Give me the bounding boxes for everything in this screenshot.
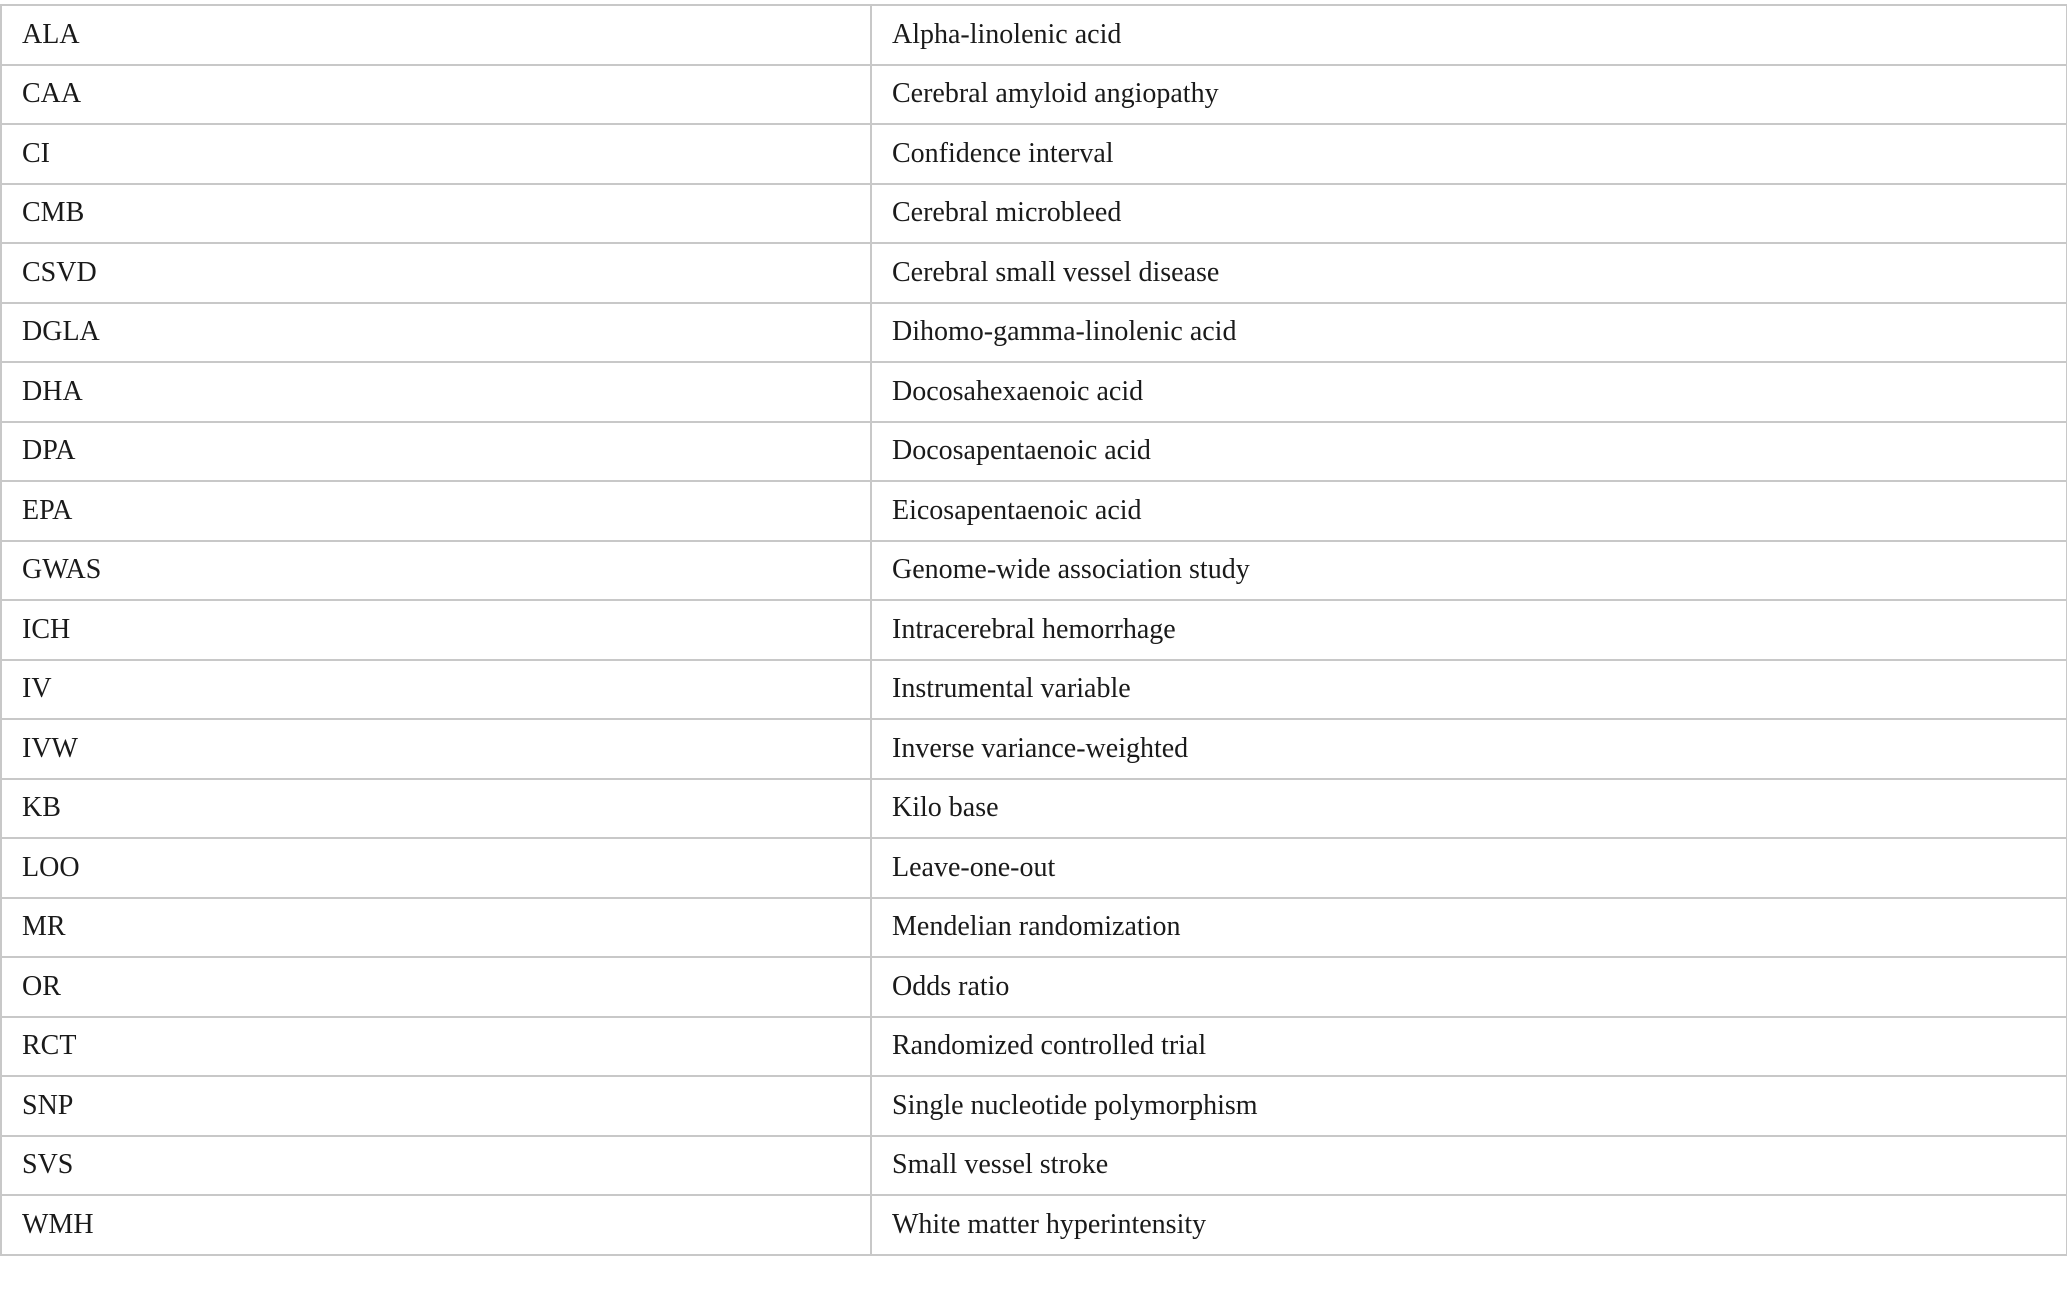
abbreviation-cell: LOO: [1, 838, 871, 898]
definition-cell: Cerebral amyloid angiopathy: [871, 65, 2067, 125]
table-row: [1, 184, 2067, 244]
table-row: [1, 362, 2067, 422]
abbreviation-cell: ICH: [1, 600, 871, 660]
abbreviation-cell: CI: [1, 124, 871, 184]
abbreviation-cell: SVS: [1, 1136, 871, 1196]
table-row: [1, 1136, 2067, 1196]
definition-cell: Odds ratio: [871, 957, 2067, 1017]
definition-cell: Intracerebral hemorrhage: [871, 600, 2067, 660]
table-row: [1, 541, 2067, 601]
definition-cell: Docosahexaenoic acid: [871, 362, 2067, 422]
table-row: [1, 481, 2067, 541]
definition-cell: Docosapentaenoic acid: [871, 422, 2067, 482]
definition-cell: Small vessel stroke: [871, 1136, 2067, 1196]
definition-cell: Leave-one-out: [871, 838, 2067, 898]
definition-cell: Kilo base: [871, 779, 2067, 839]
table-row: [1, 1076, 2067, 1136]
table-row: [1, 243, 2067, 303]
abbreviation-cell: RCT: [1, 1017, 871, 1077]
abbreviation-cell: CSVD: [1, 243, 871, 303]
abbreviation-cell: DGLA: [1, 303, 871, 363]
definition-cell: Mendelian randomization: [871, 898, 2067, 958]
abbreviation-cell: MR: [1, 898, 871, 958]
abbreviation-cell: CMB: [1, 184, 871, 244]
table-row: [1, 719, 2067, 779]
definition-cell: Instrumental variable: [871, 660, 2067, 720]
definition-cell: Confidence interval: [871, 124, 2067, 184]
abbreviations-table-body: [1, 5, 2067, 1255]
abbreviation-cell: DPA: [1, 422, 871, 482]
abbreviation-cell: OR: [1, 957, 871, 1017]
table-row: [1, 600, 2067, 660]
table-row: [1, 779, 2067, 839]
table-row: [1, 660, 2067, 720]
definition-cell: Inverse variance-weighted: [871, 719, 2067, 779]
table-row: [1, 5, 2067, 65]
abbreviation-cell: GWAS: [1, 541, 871, 601]
table-row: [1, 1017, 2067, 1077]
abbreviation-cell: DHA: [1, 362, 871, 422]
abbreviation-cell: WMH: [1, 1195, 871, 1255]
definition-cell: Eicosapentaenoic acid: [871, 481, 2067, 541]
table-row: [1, 303, 2067, 363]
definition-cell: Cerebral microbleed: [871, 184, 2067, 244]
definition-cell: Single nucleotide polymorphism: [871, 1076, 2067, 1136]
abbreviation-cell: CAA: [1, 65, 871, 125]
table-row: [1, 422, 2067, 482]
table-row: [1, 1195, 2067, 1255]
abbreviation-cell: IV: [1, 660, 871, 720]
definition-cell: White matter hyperintensity: [871, 1195, 2067, 1255]
definition-cell: Genome-wide association study: [871, 541, 2067, 601]
abbreviation-cell: ALA: [1, 5, 871, 65]
table-row: [1, 124, 2067, 184]
table-row: [1, 898, 2067, 958]
definition-cell: Alpha-linolenic acid: [871, 5, 2067, 65]
definition-cell: Randomized controlled trial: [871, 1017, 2067, 1077]
table-row: [1, 957, 2067, 1017]
table-row: [1, 838, 2067, 898]
abbreviation-cell: IVW: [1, 719, 871, 779]
abbreviation-cell: KB: [1, 779, 871, 839]
table-row: [1, 65, 2067, 125]
definition-cell: Dihomo-gamma-linolenic acid: [871, 303, 2067, 363]
definition-cell: Cerebral small vessel disease: [871, 243, 2067, 303]
abbreviation-cell: EPA: [1, 481, 871, 541]
abbreviation-cell: SNP: [1, 1076, 871, 1136]
abbreviations-table: [0, 4, 2067, 1256]
